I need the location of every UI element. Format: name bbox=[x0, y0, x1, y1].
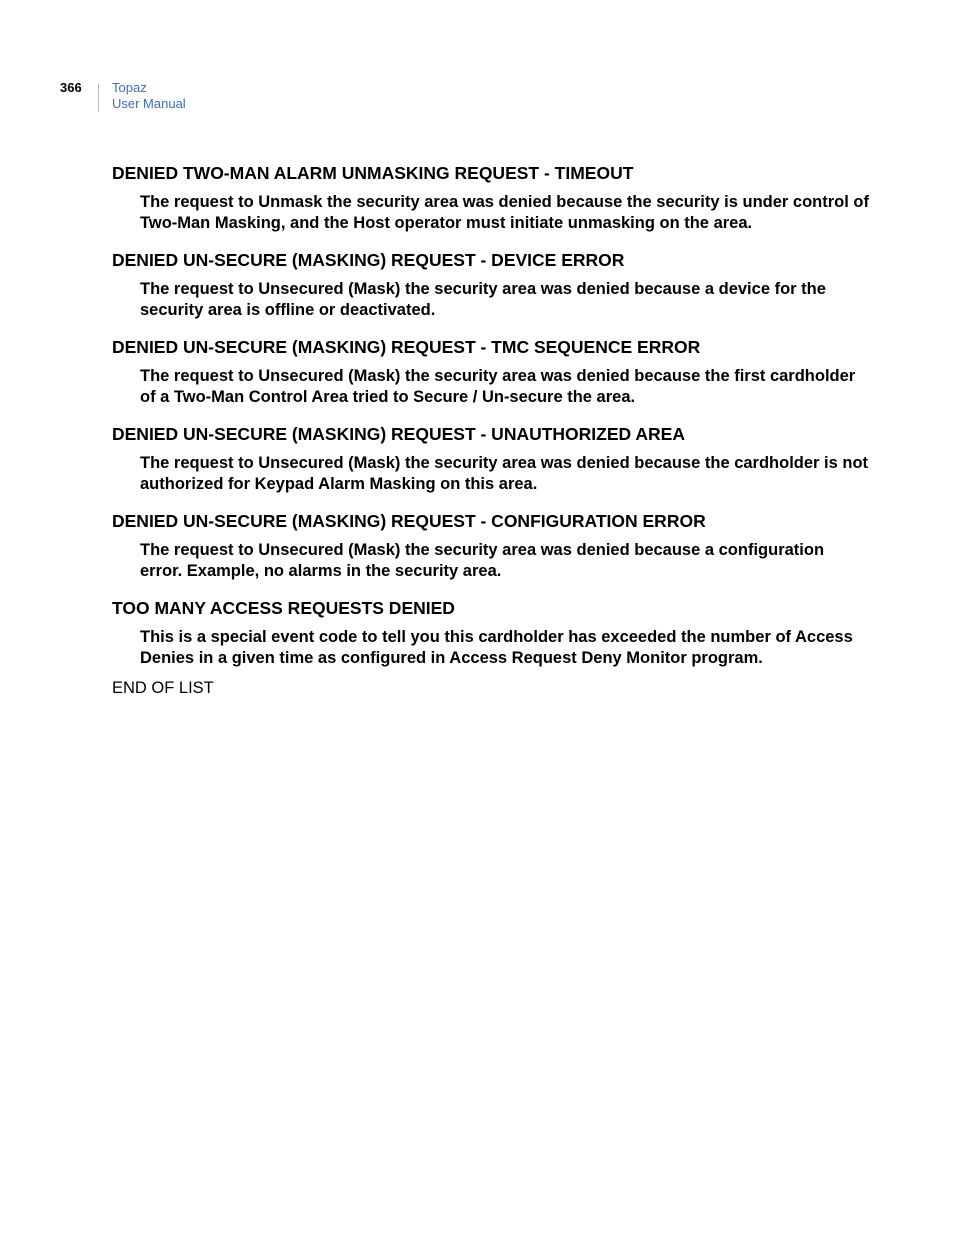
document-title bbox=[112, 80, 186, 112]
page-number: 366 bbox=[60, 80, 82, 95]
event-heading: DENIED UN-SECURE (MASKING) REQUEST - TMC SEQUENCE ERROR bbox=[112, 337, 701, 357]
document-title-manual: User Manual bbox=[112, 96, 186, 111]
event-heading: DENIED UN-SECURE (MASKING) REQUEST - UNAUTHORIZED AREA bbox=[112, 424, 685, 444]
event-entry bbox=[112, 597, 872, 669]
event-code-list bbox=[112, 162, 872, 699]
event-heading: DENIED TWO-MAN ALARM UNMASKING REQUEST - TIMEOUT bbox=[112, 163, 634, 183]
event-description: The request to Unsecured (Mask) the security area was denied because the cardholder is not authorized for Keypad Alarm Masking on this area. bbox=[140, 454, 869, 493]
event-entry bbox=[112, 510, 872, 582]
end-of-list-marker: END OF LIST bbox=[112, 679, 214, 697]
event-description: The request to Unsecured (Mask) the security area was denied because a device for the security area is offline or deactivated. bbox=[140, 280, 826, 319]
event-description: This is a special event code to tell you this cardholder has exceeded the number of Access Denies in a given time as configured in Access Request Deny Monitor program. bbox=[140, 628, 853, 667]
event-description: The request to Unsecured (Mask) the security area was denied because the first cardholder of a Two-Man Control Area tried to Secure / Un-secure the area. bbox=[140, 367, 856, 406]
event-description: The request to Unmask the security area was denied because the security is under control of Two-Man Masking, and the Host operator must initiate unmasking on the area. bbox=[140, 193, 869, 232]
header-divider bbox=[98, 84, 99, 112]
document-title-product: Topaz bbox=[112, 80, 147, 95]
event-entry bbox=[112, 249, 872, 321]
event-entry bbox=[112, 423, 872, 495]
event-description: The request to Unsecured (Mask) the security area was denied because a configuration error. Example, no alarms in the security area. bbox=[140, 541, 825, 580]
event-entry bbox=[112, 162, 872, 234]
event-heading: DENIED UN-SECURE (MASKING) REQUEST - CONFIGURATION ERROR bbox=[112, 511, 706, 531]
event-heading: TOO MANY ACCESS REQUESTS DENIED bbox=[112, 598, 455, 618]
event-entry bbox=[112, 336, 872, 408]
event-heading: DENIED UN-SECURE (MASKING) REQUEST - DEVICE ERROR bbox=[112, 250, 625, 270]
page-header bbox=[0, 0, 954, 130]
